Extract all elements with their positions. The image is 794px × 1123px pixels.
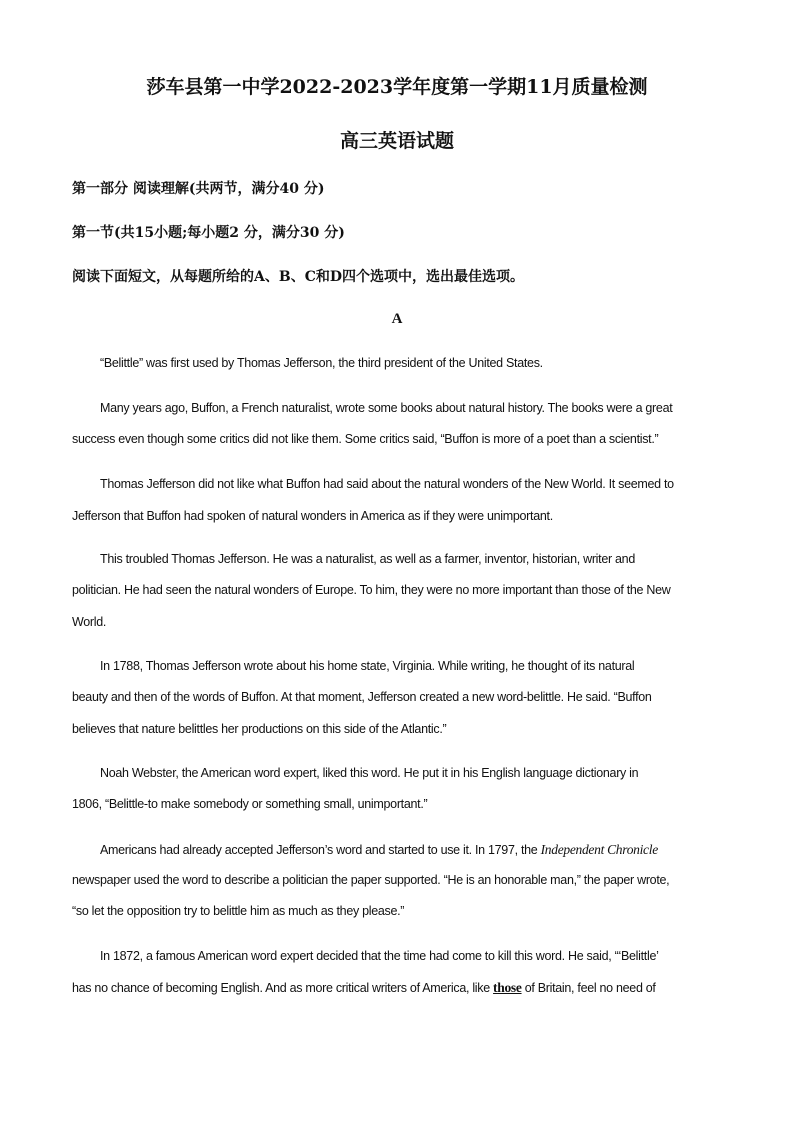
- exam-title: 莎车县第一中学2022-2023学年度第一学期11月质量检测: [146, 76, 648, 98]
- passage-text: has no chance of becoming English. And as more critical writers of America, like: [72, 981, 494, 995]
- passage-line: Jefferson that Buffon had spoken of natural wonders in America as if they were unimportant.: [72, 509, 553, 523]
- passage-line: Thomas Jefferson did not like what Buffon had said about the natural wonders of the New World. It seemed to: [100, 477, 674, 491]
- underlined-word: those: [493, 980, 522, 995]
- passage-line: 1806, “Belittle-to make somebody or something small, unimportant.”: [72, 797, 428, 811]
- passage-line: In 1788, Thomas Jefferson wrote about his home state, Virginia. While writing, he thought of its natural: [100, 659, 635, 673]
- passage-line: “Belittle” was first used by Thomas Jefferson, the third president of the United States.: [100, 356, 543, 370]
- passage-line: In 1872, a famous American word expert decided that the time had come to kill this word. He said, “‘Belittle’: [100, 949, 659, 963]
- part-heading: 第一部分 阅读理解(共两节，满分40 分): [72, 181, 325, 197]
- newspaper-name: Independent Chronicle: [540, 842, 658, 857]
- passage-line: politician. He had seen the natural wonders of Europe. To him, they were no more important than those of the New: [72, 583, 671, 597]
- passage-line: “so let the opposition try to belittle him as much as they please.”: [72, 904, 405, 918]
- passage-line: World.: [72, 615, 107, 629]
- passage-line: [100, 842, 658, 858]
- passage-label: A: [391, 311, 403, 327]
- passage-line: believes that nature belittles her productions on this side of the Atlantic.”: [72, 722, 447, 736]
- passage-line: newspaper used the word to describe a politician the paper supported. “He is an honorable man,” the paper wrote,: [72, 873, 670, 887]
- passage-line: success even though some critics did not like them. Some critics said, “Buffon is more of a poet than a scientist.”: [72, 432, 659, 446]
- passage-line: beauty and then of the words of Buffon. At that moment, Jefferson created a new word-belittle. He said. “Buffon: [72, 690, 652, 704]
- passage-line: [72, 980, 656, 996]
- exam-subtitle: 高三英语试题: [339, 130, 454, 152]
- section-heading: 第一节(共15小题;每小题2 分，满分30 分): [72, 225, 345, 241]
- passage-line: Many years ago, Buffon, a French naturalist, wrote some books about natural history. The books were a great: [100, 401, 673, 415]
- instruction-text: 阅读下面短文，从每题所给的A、B、C和D四个选项中，选出最佳选项。: [72, 269, 524, 285]
- passage-line: Noah Webster, the American word expert, liked this word. He put it in his English language dictionary in: [100, 766, 639, 780]
- passage-text: of Britain, feel no need of: [521, 981, 656, 995]
- passage-text: Americans had already accepted Jefferson’s word and started to use it. In 1797, the: [100, 843, 541, 857]
- passage-line: This troubled Thomas Jefferson. He was a naturalist, as well as a farmer, inventor, historian, writer and: [100, 552, 635, 566]
